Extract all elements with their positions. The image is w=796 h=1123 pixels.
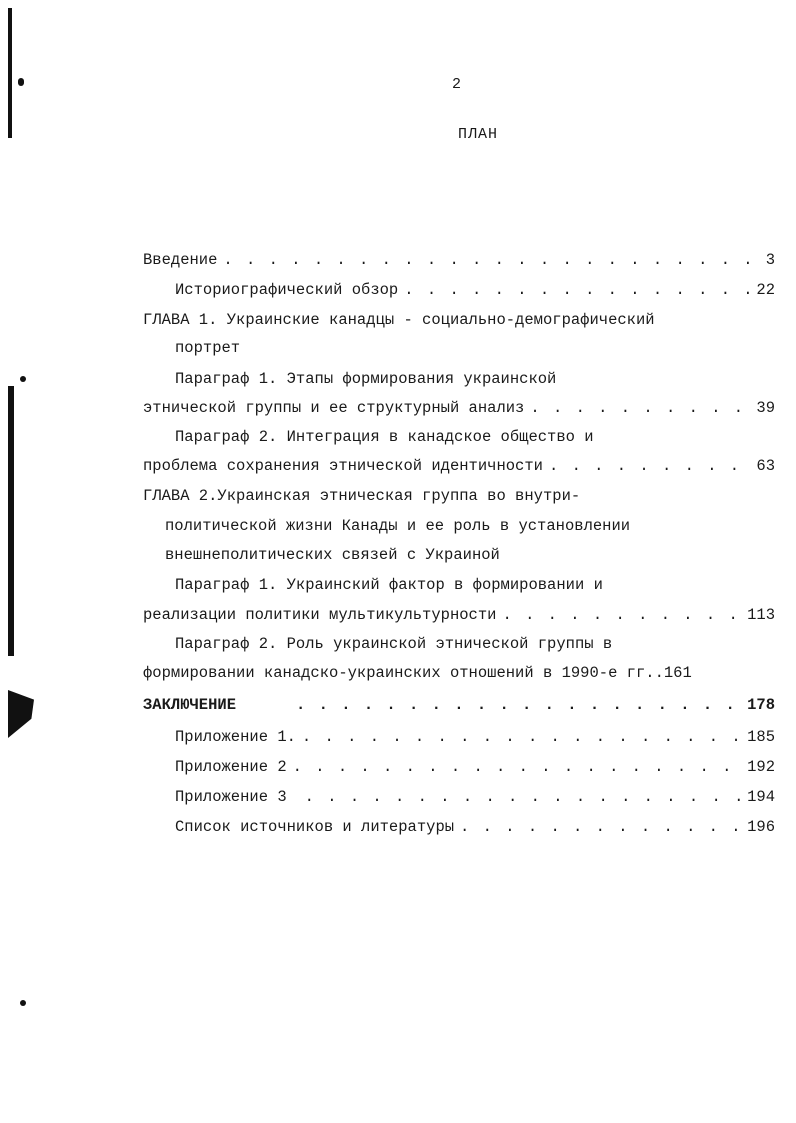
toc-leader-dots <box>530 399 750 417</box>
scan-edge-blob <box>8 690 34 738</box>
toc-entry-sources <box>175 818 775 840</box>
toc-chapter-1-line-2: портрет <box>175 339 241 357</box>
toc-leader-dots <box>302 728 741 746</box>
toc-page: 196 <box>747 818 775 836</box>
toc-leader-dots <box>502 606 741 624</box>
toc-page: 3 <box>765 251 775 269</box>
toc-leader-dots <box>223 251 759 269</box>
toc-page: 39 <box>756 399 775 417</box>
page-title: ПЛАН <box>458 126 499 143</box>
toc-label: Приложение 2 <box>175 758 287 776</box>
toc-entry-conclusion <box>143 696 775 718</box>
toc-entry-appendix-3 <box>175 788 775 810</box>
toc-page: 178 <box>747 696 775 714</box>
scan-dot-3 <box>20 1000 26 1006</box>
toc-leader-dots <box>404 281 750 299</box>
toc-entry-appendix-1 <box>175 728 775 750</box>
toc-entry-historiography <box>175 281 775 303</box>
toc-leader-dots <box>296 696 741 714</box>
toc-page: 22 <box>756 281 775 299</box>
toc-leader-dots <box>549 457 750 475</box>
toc-label: Введение <box>143 251 218 269</box>
toc-page: 185 <box>747 728 775 746</box>
scan-dot-1 <box>18 78 24 86</box>
toc-label: Историографический обзор <box>175 281 399 299</box>
toc-label: Список источников и литературы <box>175 818 455 836</box>
toc-ch1-par1-line-2: этнической группы и ее структурный анализ . . . 39 <box>143 399 775 421</box>
toc-label: ЗАКЛЮЧЕНИЕ <box>143 696 237 714</box>
page-number: 2 <box>452 76 462 93</box>
toc-leader-dots <box>460 818 741 836</box>
toc-page: 192 <box>747 758 775 776</box>
toc-leader-dots <box>293 758 741 776</box>
toc-entry-intro <box>143 251 775 273</box>
toc-page: 63 <box>756 457 775 475</box>
toc-ch2-par2-line-2: формировании канадско-украинских отношений в 1990-е гг..161 <box>143 664 692 682</box>
toc-chapter-2-line-1: ГЛАВА 2.Украинская этническая группа во внутри- <box>143 487 581 505</box>
toc-chapter-2-line-2: политической жизни Канады и ее роль в установлении <box>165 517 631 535</box>
toc-chapter-1-line-1: ГЛАВА 1. Украинские канадцы - социально-демографический <box>143 311 655 329</box>
toc-page: 113 <box>747 606 775 624</box>
toc-ch1-par2-line-1: Параграф 2. Интеграция в канадское общество и <box>175 428 594 446</box>
toc-ch1-par1-line-1: Параграф 1. Этапы формирования украинской <box>175 370 557 388</box>
toc-label: Приложение 3 <box>175 788 287 806</box>
toc-label: Приложение 1. <box>175 728 296 746</box>
toc-chapter-2-line-3: внешнеполитических связей с Украиной <box>165 546 500 564</box>
scan-edge-mark-middle <box>8 386 14 656</box>
scan-edge-mark-top <box>8 8 12 138</box>
toc-page: 194 <box>747 788 775 806</box>
toc-ch2-par2-line-1: Параграф 2. Роль украинской этнической группы в <box>175 635 613 653</box>
toc-entry-appendix-2 <box>175 758 775 780</box>
toc-ch1-par2-line-2: проблема сохранения этнической идентичности . . . 63 <box>143 457 775 479</box>
toc-leader-dots <box>305 788 741 806</box>
scan-dot-2 <box>20 376 26 382</box>
toc-ch2-par1-line-1: Параграф 1. Украинский фактор в формировании и <box>175 576 603 594</box>
toc-ch2-par1-line-2: реализации политики мультикультурности . . . 113 <box>143 606 775 628</box>
